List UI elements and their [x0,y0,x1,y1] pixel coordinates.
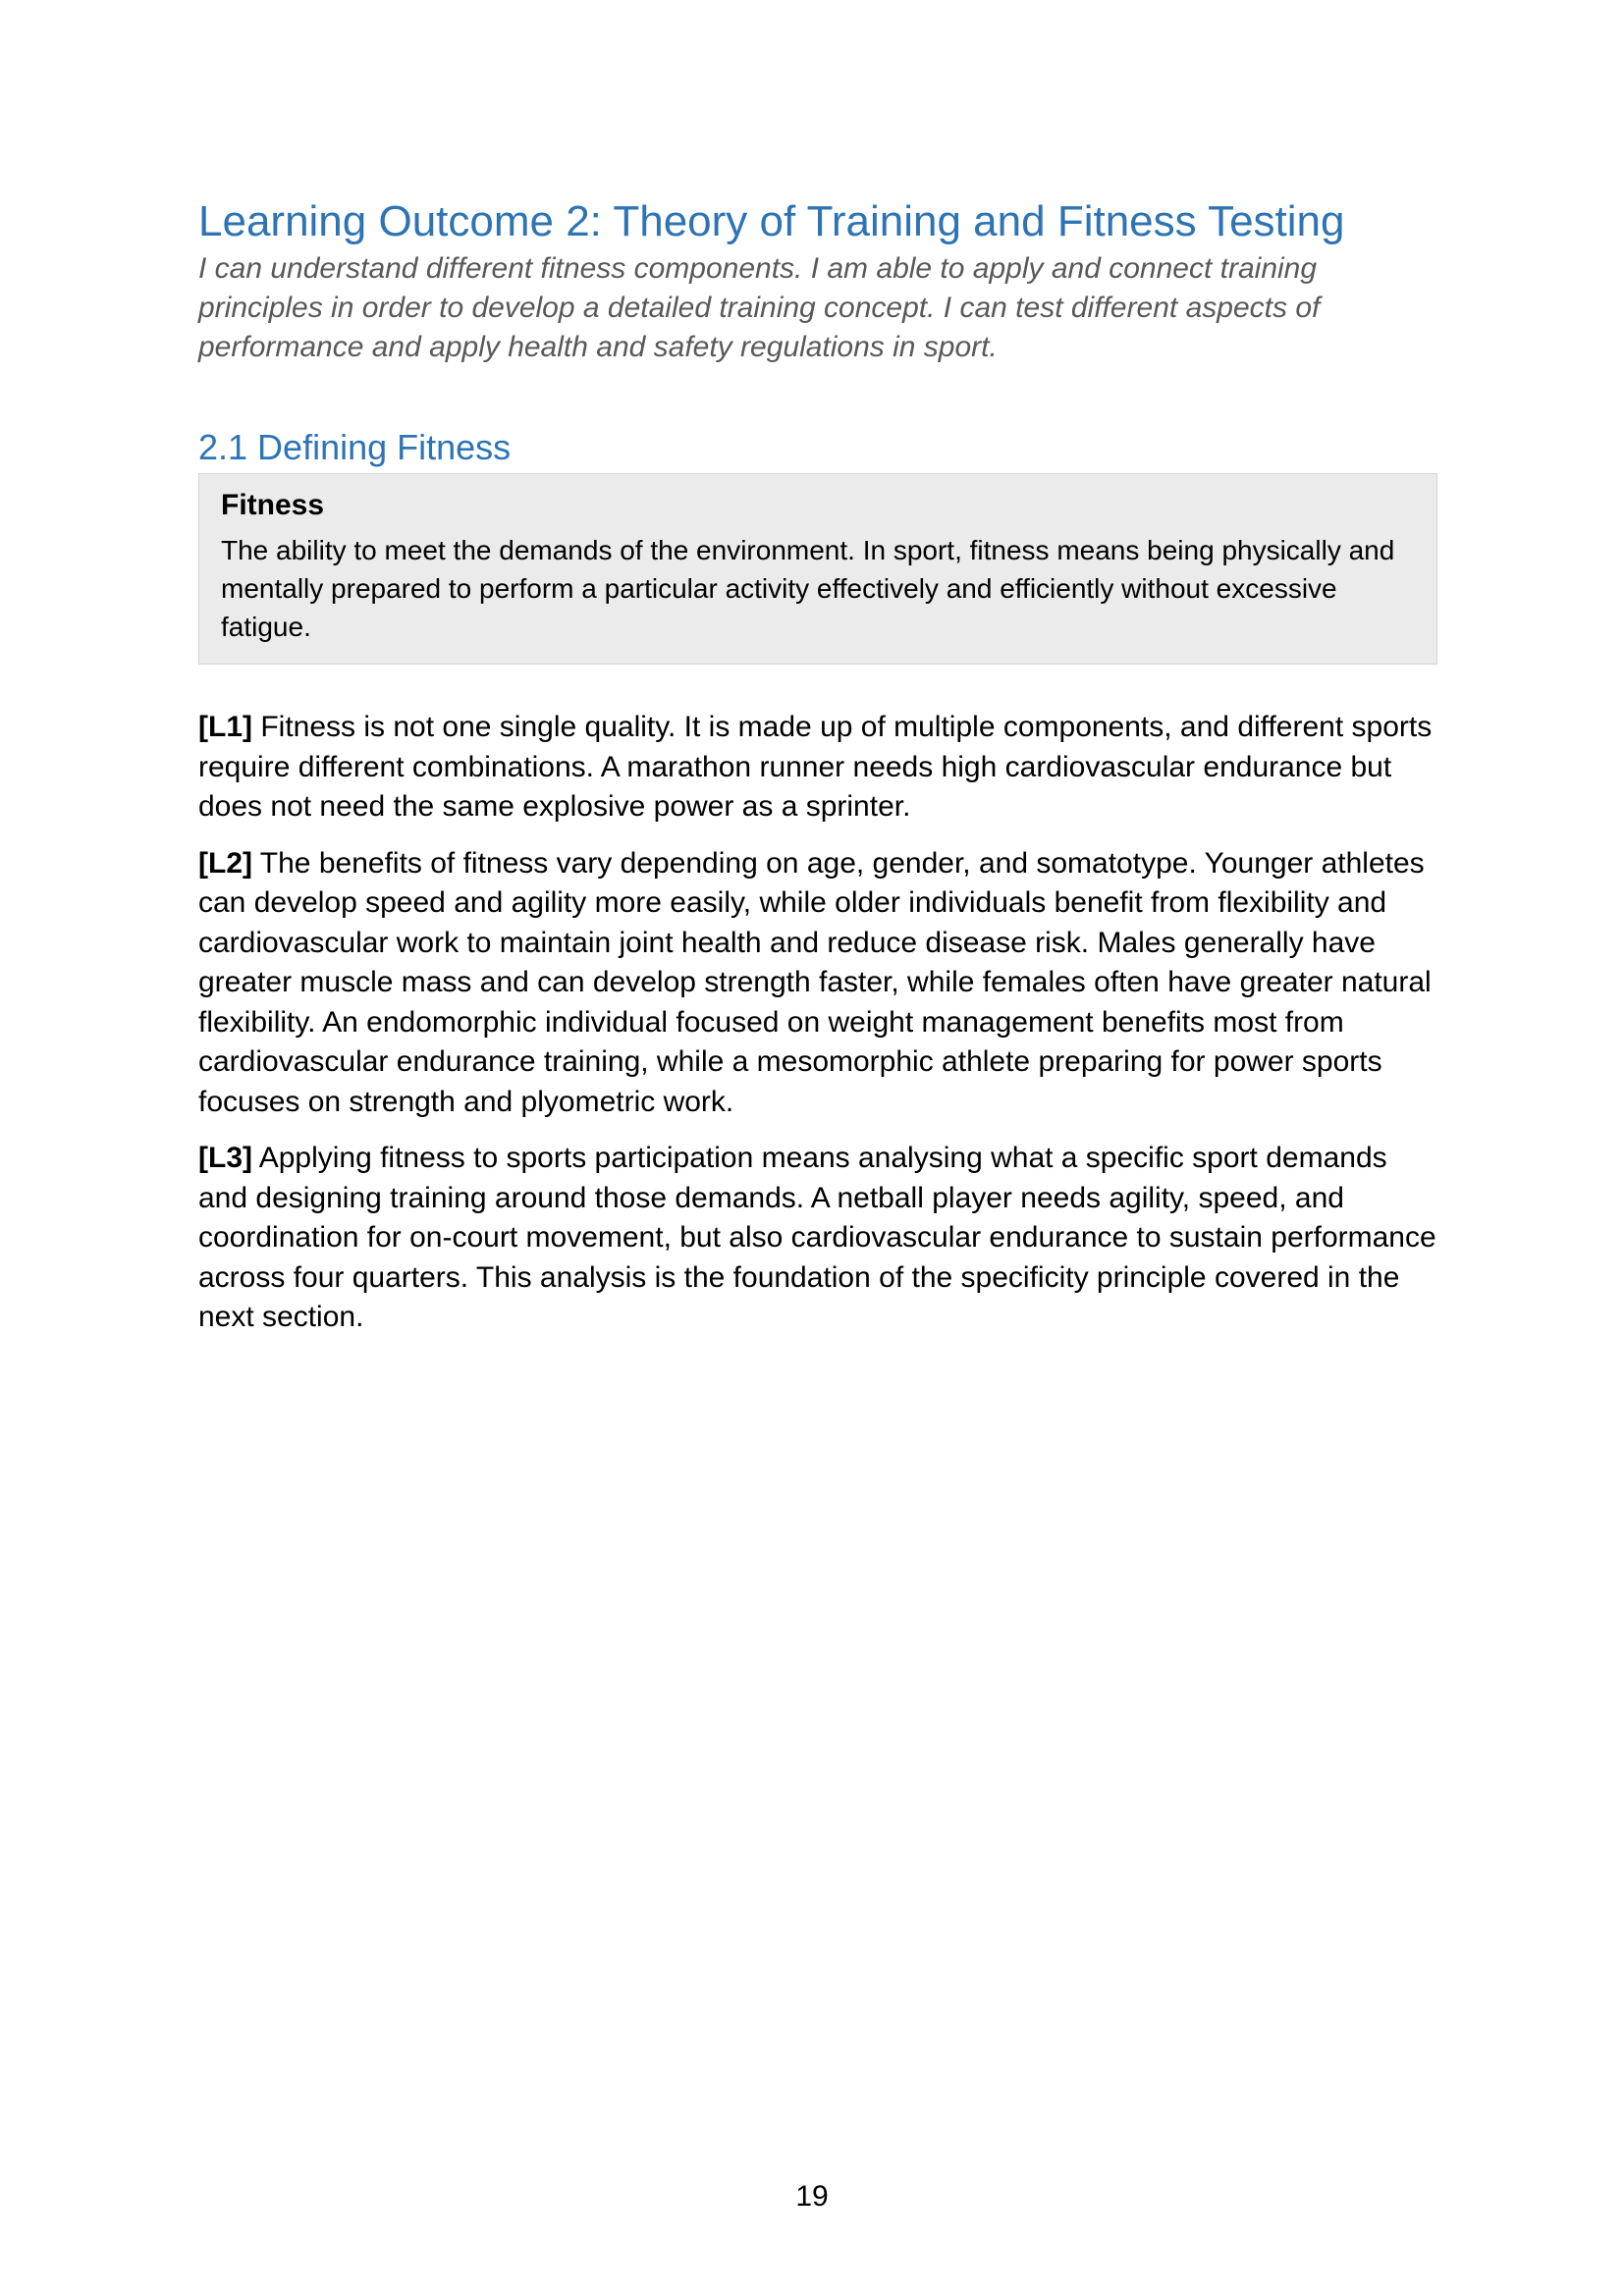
definition-term: Fitness [221,489,325,521]
paragraph-text: The benefits of fitness vary depending on age, gender, and somatotype. Younger athletes can develop speed and agility more easily, while older individuals benefit from flexibility and cardiovascular work to maintain joint health and reduce disease risk. Males generally have greater muscle mass and can develop strength faster, while females often have greater natural flexibility. An endomorphic individual focused on weight management benefits most from cardiovascular endurance training, while a mesomorphic athlete preparing for power sports focuses on strength and plyometric work. [198,846,1432,1118]
paragraph-l3 [198,1139,1437,1338]
paragraph-text: Applying fitness to sports participation means analysing what a specific sport demands and designing training around those demands. A netball player needs agility, speed, and coordination for on-court movement, but also cardiovascular endurance to sustain performance across four quarters. This analysis is the foundation of the specificity principle covered in the next section. [198,1142,1436,1333]
paragraph-tag: [L2] [198,846,252,880]
learning-outcome-description: I can understand different fitness components. I am able to apply and connect training principles in order to develop a detailed training concept. I can test different aspects of performance and apply health and safety regulations in sport. [198,252,1321,363]
paragraph-text: Fitness is not one single quality. It is made up of multiple components, and different sports require different combinations. A marathon runner needs high cardiovascular endurance but does not need the same explosive power as a sprinter. [198,711,1433,823]
paragraph-tag: [L3] [198,1142,252,1174]
learning-outcome-title: Learning Outcome 2: Theory of Training and Fitness Testing [198,197,1345,245]
definition-text: The ability to meet the demands of the environment. In sport, fitness means being physically and mentally prepared to perform a particular activity effectively and efficiently without excessive fatigue. [221,535,1395,642]
paragraph-l1 [198,708,1437,828]
page-number: 19 [795,2180,829,2213]
page-content [198,196,1437,1338]
section-heading: 2.1 Defining Fitness [198,427,512,467]
paragraph-l2 [198,844,1437,1123]
paragraph-tag: [L1] [198,711,252,743]
definition-box [198,473,1437,665]
